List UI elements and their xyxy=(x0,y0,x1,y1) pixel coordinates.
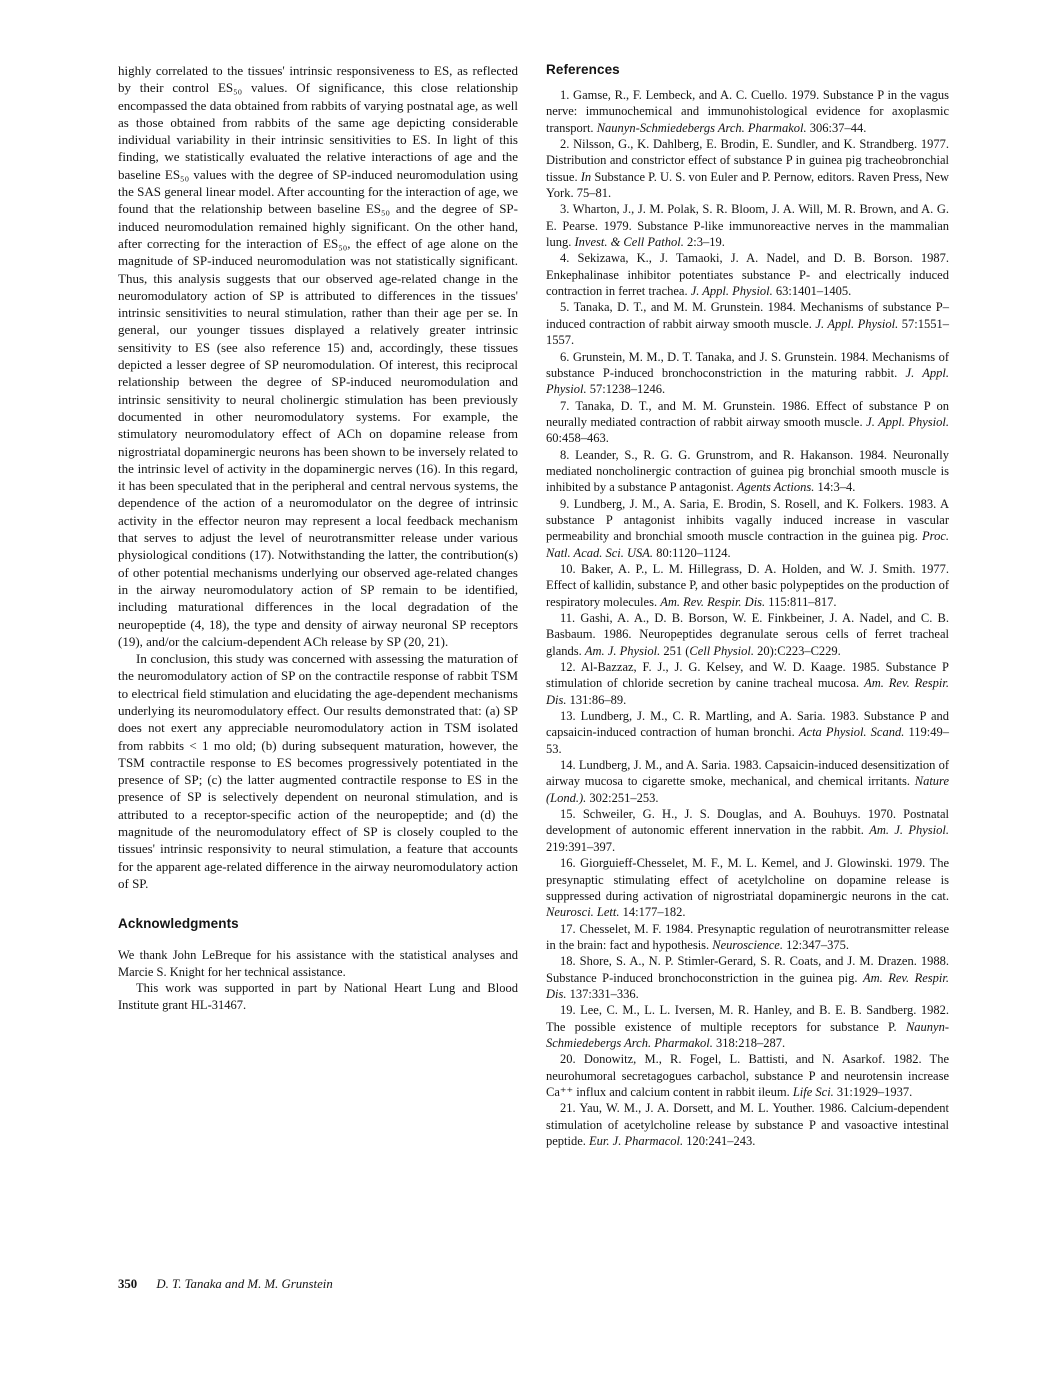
text-segment: 251 ( xyxy=(660,643,690,658)
references-heading: References xyxy=(546,62,620,77)
reference-item xyxy=(546,87,949,136)
discussion-text xyxy=(118,62,518,892)
reference-item xyxy=(546,953,949,1002)
page-number: 350 xyxy=(118,1277,138,1291)
text-segment: Naunyn-Schmiedebergs Arch. Pharmakol. xyxy=(596,120,807,135)
text-segment: 219:391–397. xyxy=(546,839,616,854)
reference-item xyxy=(546,806,949,855)
reference-item xyxy=(546,349,949,398)
reference-item xyxy=(546,299,949,348)
text-segment: 7. Tanaka, D. T., and M. M. Grunstein. 1986. Effect of substance P on neurally mediated contraction of rabbit airway smooth muscle. xyxy=(546,398,949,429)
text-segment: Agents Actions. xyxy=(736,480,815,495)
text-segment: Life Sci. xyxy=(792,1084,834,1099)
text-segment: Invest. & Cell Pathol. xyxy=(574,235,684,250)
text-segment: Eur. J. Pharmacol. xyxy=(589,1134,684,1148)
text-segment: 318:218–287. xyxy=(712,1035,786,1050)
text-segment: 302:251–253. xyxy=(586,790,659,805)
text-segment: J. Appl. Physiol. xyxy=(866,414,949,429)
text-segment: J. Appl. Physiol. xyxy=(690,284,773,299)
text-segment: 6. Grunstein, M. M., D. T. Tanaka, and J. S. Grunstein. 1984. Mechanisms of substance P-induced bronchoconstriction in the maturing rabbit. xyxy=(546,349,949,380)
text-segment: 12:347–375. xyxy=(782,937,849,952)
text-segment: 2:3–19. xyxy=(683,235,725,250)
text-segment: 9. Lundberg, J. M., A. Saria, E. Brodin, S. Rosell, and K. Folkers. 1983. A substance P antagonist inhibits vagally induced increase in vascular permeability and bronchial smooth muscle contraction in the guinea pig. xyxy=(546,496,949,544)
text-segment: 80:1120–1124. xyxy=(653,545,731,560)
reference-item xyxy=(546,136,949,201)
text-segment: 14:3–4. xyxy=(814,480,856,495)
text-segment: Neurosci. Lett. xyxy=(546,905,620,920)
text-segment: 1. Gamse, R., F. Lembeck, and A. C. Cuello. 1979. Substance P in the vagus nerve: immunochemical and immunohistological evidence for axoplasmic transport. xyxy=(546,88,949,135)
text-segment: Am. J. Physiol. xyxy=(584,643,661,658)
text-segment: 115:811–817. xyxy=(765,594,837,609)
text-segment: 131:86–89. xyxy=(566,692,627,707)
text-segment: 2. Nilsson, G., K. Dahlberg, E. Brodin, E. Sundler, and K. Strandberg. 1977. Distribution and constrictor effect of substance P in guinea pig tracheobronchial tissue. xyxy=(546,137,949,184)
text-segment: 20):C223–C229. xyxy=(753,643,841,658)
text-segment: In xyxy=(580,169,592,184)
text-segment: J. Appl. Physiol. xyxy=(546,365,949,397)
text-segment: 57:1551–1557. xyxy=(546,316,949,348)
reference-item xyxy=(546,708,949,757)
reference-item xyxy=(546,201,949,250)
text-segment: Am. Rev. Respir. Dis. xyxy=(660,594,766,609)
acknowledgments-text xyxy=(118,947,518,1013)
references-list xyxy=(546,87,949,1149)
reference-item xyxy=(546,1100,949,1149)
text-segment: 15. Schweiler, G. H., J. S. Douglas, and A. Bouhuys. 1970. Postnatal development of autonomic efferent innervation in the rabbit. xyxy=(546,807,949,838)
page-footer xyxy=(118,1277,518,1292)
reference-item xyxy=(546,610,949,659)
text-segment: 119:49–53. xyxy=(546,725,950,756)
reference-item xyxy=(546,447,949,496)
acknowledgments-heading: Acknowledgments xyxy=(118,916,239,932)
reference-item xyxy=(546,496,949,561)
left-column xyxy=(118,62,518,1014)
reference-item xyxy=(546,757,949,806)
reference-item xyxy=(546,398,949,447)
text-segment: Naunyn-Schmiedebergs Arch. Pharmakol. xyxy=(546,1019,949,1050)
text-segment: 16. Giorguieff-Chesselet, M. F., M. L. Kemel, and J. Glowinski. 1979. The presynaptic stimulating effect of acetylcholine on dopamine release is suppressed during activation of nigrostriatal dopaminergic neurons in the cat. xyxy=(546,856,949,903)
reference-item xyxy=(546,561,949,610)
text-segment: 13. Lundberg, J. M., C. R. Martling, and A. Saria. 1983. Substance P and capsaicin-induced contraction of human bronchi. xyxy=(546,709,949,740)
text-segment: 60:458–463. xyxy=(546,431,609,446)
paragraph: This work was supported in part by National Heart Lung and Blood Institute grant HL-31467. xyxy=(118,981,518,1013)
text-segment: 63:1401–1405. xyxy=(772,284,852,299)
text-segment: 137:331–336. xyxy=(566,986,639,1001)
text-segment: 5. Tanaka, D. T., and M. M. Grunstein. 1984. Mechanisms of substance P–induced contraction of rabbit airway smooth muscle. xyxy=(546,300,949,331)
text-segment: Proc. Natl. Acad. Sci. USA. xyxy=(546,529,949,560)
reference-item xyxy=(546,659,949,708)
text-segment: Am. J. Physiol. xyxy=(869,823,949,838)
reference-item xyxy=(546,1051,949,1100)
text-segment: Nature (Lond.). xyxy=(546,774,949,805)
text-segment: Cell Physiol. xyxy=(689,643,754,658)
right-column xyxy=(546,62,949,1149)
text-segment: 14. Lundberg, J. M., and A. Saria. 1983. Capsaicin-induced desensitization of airway mucosa to cigarette smoke, mechanical, and chemical irritants. xyxy=(546,758,949,789)
paragraph: We thank John LeBreque for his assistance with the statistical analyses and Marcie S. Knight for her technical assistance. xyxy=(118,948,518,979)
text-segment: Neuroscience. xyxy=(712,937,783,952)
text-segment: 3. Wharton, J., J. M. Polak, S. R. Bloom, J. A. Will, M. R. Brown, and A. G. E. Pearse. 1979. Substance P-like immunoreactive nerves in the mammalian lung. xyxy=(546,202,949,250)
text-segment: 57:1238–1246. xyxy=(586,382,666,397)
text-segment: 120:241–243. xyxy=(683,1134,756,1148)
text-segment: 10. Baker, A. P., L. M. Hillegrass, D. A. Holden, and W. J. Smith. 1977. Effect of kallidin, substance P, and other basic polypeptides on the production of respiratory molecules. xyxy=(546,561,949,609)
text-segment: 11. Gashi, A. A., D. B. Borson, W. E. Finkbeiner, J. A. Nadel, and C. B. Basbaum. 1986. Neuropeptides degranulate serous cells of ferret tracheal glands. xyxy=(546,611,949,658)
text-segment: 20. Donowitz, M., R. Fogel, L. Battisti, and N. Asarkof. 1982. The neurohumoral secretagogues carbachol, substance P and neurotensin increase Ca⁺⁺ influx and calcium content in rabbit ileum. xyxy=(546,1052,949,1099)
text-segment: 8. Leander, S., R. G. G. Grunstrom, and R. Hakanson. 1984. Neuronally mediated noncholinergic contraction of guinea pig bronchial smooth muscle is inhibited by a substance P antagonist. xyxy=(546,447,949,495)
paragraph: highly correlated to the tissues' intrinsic responsiveness to ES, as reflected by their control ES₅₀ values. Of significance, this close relationship encompassed the data obtained from rabbits of varying postnatal age, as well as those obtained from rabbits of the same age depicting considerable individual variability in their intrinsic sensitivities to ES. In light of this finding, we statistically evaluated the relative interactions of age and the baseline ES₅₀ values with the degree of SP-induced neuromodulation using the SAS general linear model. After accounting for the interaction of age, we found that the relationship between baseline ES₅₀ and the degree of SP-induced neuromodulation remained highly significant. On the other hand, after correcting for the interaction of ES₅₀, the effect of age alone on the magnitude of SP-induced neuromodulation was not statistically significant. Thus, this analysis suggests that our observed age-related change in the neuromodulatory action of SP is attributed to differences in the tissues' intrinsic sensitivities to neural stimulation, rather than their age per se. In general, our younger tissues displayed a relatively greater intrinsic sensitivity to ES (see also reference 15) and, accordingly, these tissues depicted a lesser degree of SP neuromodulation. Of interest, this reciprocal relationship between the degree of SP-induced neuromodulation and intrinsic sensitivity to neural cholinergic stimulation has been previously documented in other neuromodulatory systems. For example, the stimulatory neuromodulatory effect of ACh on dopamine release from nigrostriatal dopaminergic neurons has been shown to be inversely related to the intrinsic level of activity in the dopaminergic nerves (16). In this regard, it has been speculated that in the peripheral and central nervous systems, the dependence of the action of a neuromodulator on the degree of intrinsic activity in the effector neuron may represent a local feedback mechanism that serves to adjust the level of neurotransmitter release under various physiological conditions (17). Notwithstanding the latter, the contribution(s) of other potential mechanisms underlying our observed age-related changes in the airway neuromodulatory action of SP remain to be identified, including maturational differences in the local degradation of the neuropeptide (4, 18), the type and density of airway neuronal SP receptors (19), and/or the calcium-dependent ACh release by SP (20, 21). xyxy=(118,63,518,649)
running-authors: D. T. Tanaka and M. M. Grunstein xyxy=(156,1277,333,1291)
reference-item xyxy=(546,250,949,299)
text-segment: 4. Sekizawa, K., J. Tamaoki, J. A. Nadel, and D. B. Borson. 1987. Enkephalinase inhibitor potentiates substance P- and electrically induced contraction in ferret trachea. xyxy=(546,251,949,299)
reference-item xyxy=(546,855,949,920)
reference-item xyxy=(546,921,949,954)
text-segment: 14:177–182. xyxy=(619,905,686,920)
paragraph: In conclusion, this study was concerned with assessing the maturation of the neuromodulatory action of SP on the contractile response of rabbit TSM to electrical field stimulation and elucidating the age-dependent mechanisms underlying its neuromodulatory effect. Our results demonstrated that: (a) SP does not exert any appreciable neuromodulatory action in TSM isolated from rabbits < 1 mo old; (b) during subsequent maturation, however, the TSM contractile response to ES becomes progressively potentiated in the presence of SP; (c) the latter augmented contractile response to ES in the presence of SP is selectively dependent on neuronal stimulation, and is attributed to a receptor-specific action of the neuropeptide; and (d) the magnitude of the neuromodulatory effect of SP is closely coupled to the tissues' intrinsic responsivity to neural stimulation, a feature that accounts for the apparent age-related difference in the airway neuromodulatory action of SP. xyxy=(118,651,518,891)
text-segment: Substance P. U. S. von Euler and P. Pernow, editors. Raven Press, New York. 75–81. xyxy=(546,169,949,201)
text-segment: Am. Rev. Respir. Dis. xyxy=(546,676,949,707)
text-segment: J. Appl. Physiol. xyxy=(815,316,899,331)
text-segment: Am. Rev. Respir. Dis. xyxy=(546,970,949,1001)
text-segment: 31:1929–1937. xyxy=(833,1084,913,1099)
text-segment: 12. Al-Bazzaz, F. J., J. G. Kelsey, and W. D. Kaage. 1985. Substance P stimulation of chloride secretion by canine tracheal mucosa. xyxy=(546,660,949,691)
text-segment: 19. Lee, C. M., L. L. Iversen, M. R. Hanley, and B. E. B. Sandberg. 1982. The possible existence of multiple receptors for substance P. xyxy=(546,1003,949,1034)
text-segment: Acta Physiol. Scand. xyxy=(798,725,905,740)
text-segment: 17. Chesselet, M. F. 1984. Presynaptic regulation of neurotransmitter release in the brain: fact and hypothesis. xyxy=(546,921,949,952)
text-segment: 18. Shore, S. A., N. P. Stimler-Gerard, S. R. Coats, and J. M. Drazen. 1988. Substance P-induced bronchoconstriction in the guinea pig. xyxy=(546,954,949,985)
text-segment: 21. Yau, W. M., J. A. Dorsett, and M. L. Youther. 1986. Calcium-dependent stimulation of acetylcholine release by substance P and vasoactive intestinal peptide. xyxy=(546,1101,949,1148)
text-segment: 306:37–44. xyxy=(806,120,867,135)
reference-item xyxy=(546,1002,949,1051)
